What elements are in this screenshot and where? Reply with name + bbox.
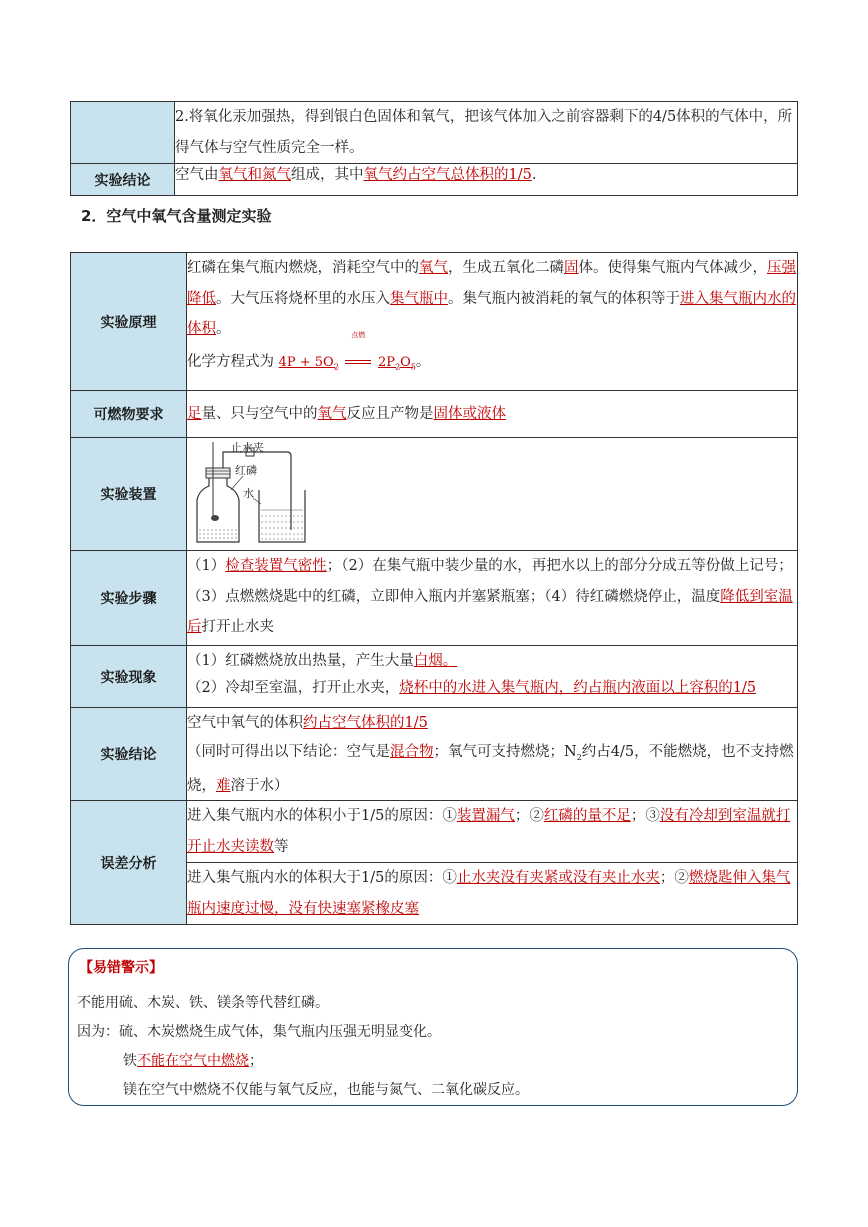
warning-line-1: 不能用硫、木炭、铁、镁条等代替红磷。 [77,995,329,1011]
rubber-stopper [206,468,230,478]
gas-bottle [197,476,239,542]
phenomena-label: 实验现象 [71,646,187,708]
warning-title: 【易错警示】 [79,960,163,976]
steps-text: （1）检查装置气密性；（2）在集气瓶中装少量的水，再把水以上的部分分成五等份做上记号；（3）点燃燃烧匙中的红磷，立即伸入瓶内并塞紧瓶塞；（4）待红磷燃烧停止，温度降低到室温后打开止水夹 [187,551,798,646]
error-more-text: 进入集气瓶内水的体积大于1/5的原因：①止水夹没有夹紧或没有夹止水夹；②燃烧匙伸入集气瓶内速度过慢，没有快速塞紧橡皮塞 [187,863,798,925]
label-clip: 止水夹 [231,441,264,454]
error-label: 误差分析 [71,801,187,925]
conclusion-label: 实验结论 [71,164,175,196]
combustible-label: 可燃物要求 [71,391,187,438]
warning-box [68,948,798,1106]
section-title: 2．空气中氧气含量测定实验 [81,207,272,225]
top-table [70,101,798,196]
conclusion2-text: 空气中氧气的体积约占空气体积的1/5 （同时可得出以下结论：空气是混合物；氧气可支持燃烧；$N_2$约占4/5，不能燃烧，也不支持燃烧，难溶于水） [187,708,798,801]
mercury-oxide-text: 2.将氧化汞加强热，得到银白色固体和氧气，把该气体加入之前容器剩下的4/5体积的气体中，所得气体与空气性质完全一样。 [175,102,798,164]
empty-label-cell [71,102,175,164]
conclusion2-label: 实验结论 [71,708,187,801]
principle-label: 实验原理 [71,253,187,391]
warning-line-2: 因为：硫、木炭燃烧生成气体，集气瓶内压强无明显变化。 [77,1024,441,1040]
equation: 化学方程式为 $4P + 5O_2$ 点燃 $2P_2O_5$。 [187,330,431,372]
apparatus-diagram [191,438,331,550]
red-phosphorus [211,515,219,521]
error-less-text: 进入集气瓶内水的体积小于1/5的原因：①装置漏气；②红磷的量不足；③没有冷却到室温就打开止水夹读数等 [187,801,798,863]
steps-label: 实验步骤 [71,551,187,646]
label-phosphorus: 红磷 [235,464,257,477]
combustible-text: 足量、只与空气中的氧气反应且产物是固体或液体 [187,391,798,438]
phenomena-text: （1）红磷燃烧放出热量，产生大量白烟。 （2）冷却至室温，打开止水夹，烧杯中的水进入集气瓶内，约占瓶内液面以上容积的1/5 [187,646,798,708]
label-water: 水 [243,487,254,500]
apparatus-label: 实验装置 [71,438,187,551]
conclusion-text: 空气由氧气和氮气组成，其中氧气约占空气总体积的1/5. [175,164,798,196]
apparatus-cell [187,438,798,551]
oxygen-table [70,252,798,925]
warning-line-3: 铁不能在空气中燃烧； [123,1053,263,1069]
warning-line-4: 镁在空气中燃烧不仅能与氧气反应，也能与氮气、二氧化碳反应。 [123,1082,529,1098]
principle-text: 红磷在集气瓶内燃烧，消耗空气中的氧气，生成五氧化二磷固体。使得集气瓶内气体减少，压强降低。大气压将烧杯里的水压入集气瓶中。集气瓶内被消耗的氧气的体积等于进入集气瓶内水的体积。 化学方程式为 $4P + 5O_2$ 点燃 $2P_2O_5$。 [187,253,798,391]
